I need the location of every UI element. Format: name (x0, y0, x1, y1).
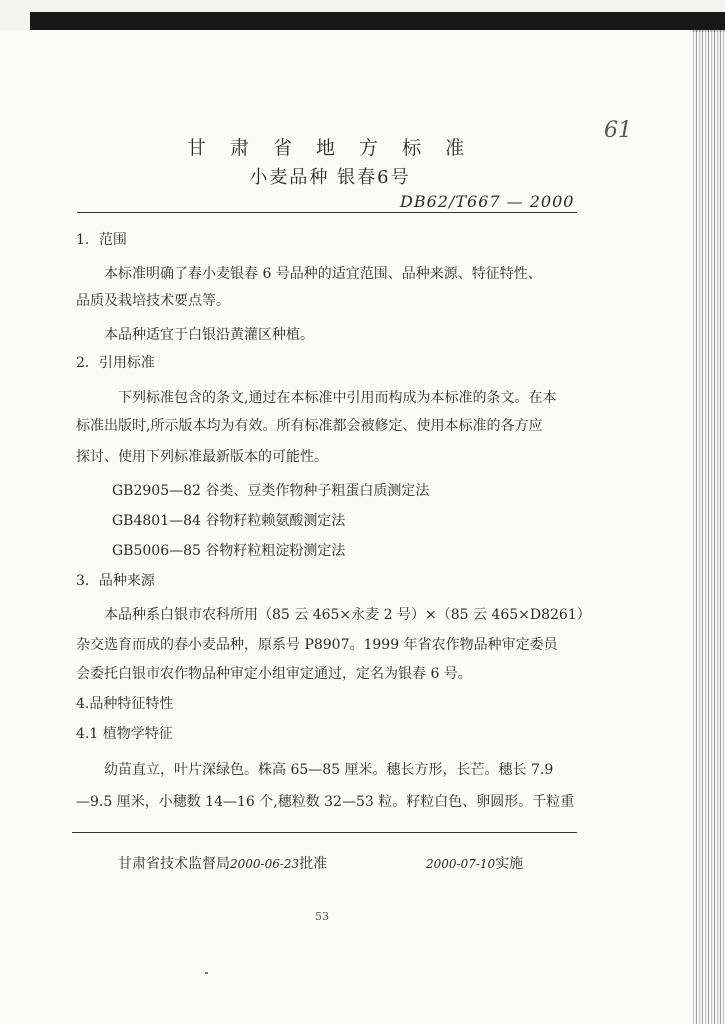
effective-line (426, 853, 523, 873)
section-3-heading: 3．品种来源 (76, 573, 155, 589)
document-number: DB62/T667 — 2000 (400, 192, 575, 211)
section-1-para-1-line-1: 本标准明确了春小麦银春 6 号品种的适宜范围、品种来源、特征特性、 (104, 266, 542, 282)
header-rule (77, 212, 577, 213)
reference-gb5006: GB5006—85 谷物籽粒粗淀粉测定法 (112, 543, 346, 559)
approval-authority: 甘肃省技术监督局 (118, 856, 230, 872)
page-title: 甘 肃 省 地 方 标 准 (186, 137, 474, 159)
footer-rule (72, 832, 577, 833)
effective-date: 2000-07-10 (426, 857, 496, 871)
section-4-1-line-2: —9.5 厘米，小穗数 14—16 个,穗粒数 32—53 粒。籽粒白色、卵圆形。千粒重 (76, 794, 575, 810)
approval-suffix: 批准 (299, 856, 328, 872)
section-4-1-heading: 4.1 植物学特征 (76, 726, 173, 742)
section-4-heading: 4.品种特征特性 (76, 696, 174, 712)
section-2-para-line-1: 下列标准包含的条文,通过在本标准中引用而构成为本标准的条文。在本 (118, 390, 557, 406)
section-2-para-line-3: 探讨、使用下列标准最新版本的可能性。 (76, 449, 328, 465)
section-1-heading: 1．范围 (76, 232, 127, 248)
section-1-para-2: 本品种适宜于白银沿黄灌区种植。 (104, 327, 314, 343)
page-subtitle: 小麦品种 银春6号 (249, 167, 411, 188)
scan-speck (205, 972, 208, 974)
handwritten-margin-note: 61 (604, 118, 632, 143)
section-3-line-2: 杂交选育而成的春小麦品种，原系号 P8907。1999 年省农作物品种审定委员 (76, 637, 558, 653)
section-4-1-line-1: 幼苗直立，叶片深绿色。株高 65—85 厘米。穗长方形，长芒。穗长 7.9 (104, 762, 554, 778)
scan-right-edge (691, 30, 725, 1024)
section-2-heading: 2．引用标准 (76, 355, 155, 371)
scan-top-border (30, 12, 725, 32)
section-3-line-3: 会委托白银市农作物品种审定小组审定通过，定名为银春 6 号。 (76, 666, 472, 682)
approval-date: 2000-06-23 (230, 857, 300, 871)
section-1-para-1-line-2: 品质及栽培技术要点等。 (76, 293, 230, 309)
approval-line (118, 853, 327, 873)
reference-gb4801: GB4801—84 谷物籽粒赖氨酸测定法 (112, 513, 346, 529)
section-3-line-1: 本品种系白银市农科所用（85 云 465×永麦 2 号）×（85 云 465×D8261） (104, 607, 591, 623)
page-number: 53 (315, 910, 329, 923)
effective-suffix: 实施 (495, 856, 524, 872)
reference-gb2905: GB2905—82 谷类、豆类作物种子粗蛋白质测定法 (112, 483, 430, 499)
section-2-para-line-2: 标准出版时,所示版本均为有效。所有标准都会被修定、使用本标准的各方应 (76, 418, 543, 434)
